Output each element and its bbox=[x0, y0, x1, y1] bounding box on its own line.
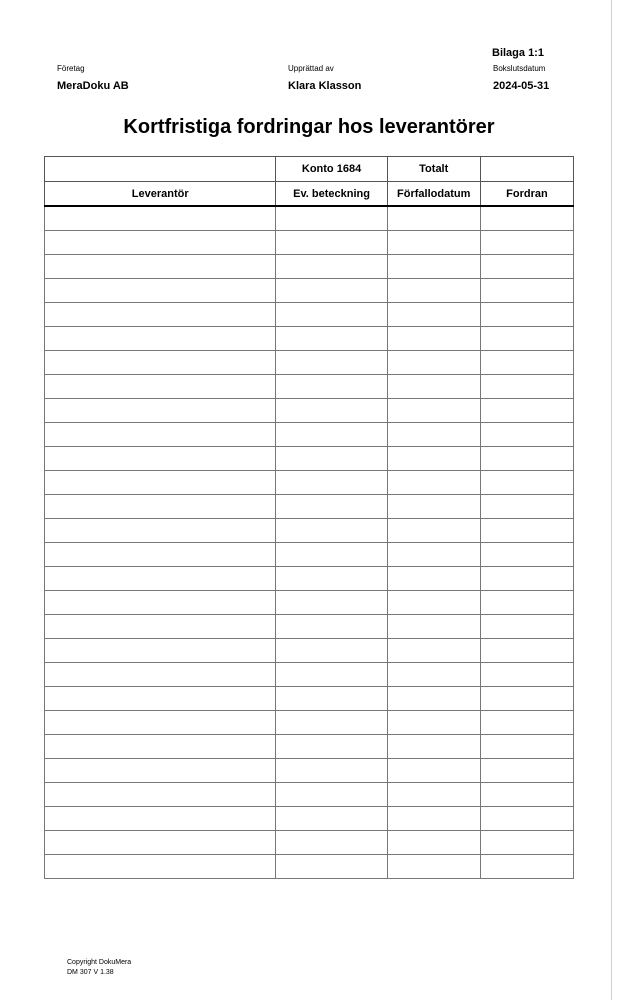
designation-cell[interactable] bbox=[276, 375, 387, 399]
column-header-due-date: Förfallodatum bbox=[387, 182, 480, 207]
designation-cell[interactable] bbox=[276, 615, 387, 639]
supplier-cell[interactable] bbox=[45, 303, 276, 327]
receivable-cell[interactable] bbox=[480, 639, 573, 663]
designation-cell[interactable] bbox=[276, 759, 387, 783]
receivable-cell[interactable] bbox=[480, 279, 573, 303]
receivable-cell[interactable] bbox=[480, 519, 573, 543]
table-row bbox=[45, 711, 574, 735]
table-row bbox=[45, 735, 574, 759]
receivable-cell[interactable] bbox=[480, 351, 573, 375]
due-date-cell[interactable] bbox=[387, 303, 480, 327]
table-row bbox=[45, 855, 574, 879]
receivable-cell[interactable] bbox=[480, 735, 573, 759]
account-label: Konto 1684 bbox=[276, 157, 387, 182]
due-date-cell[interactable] bbox=[387, 543, 480, 567]
receivable-cell[interactable] bbox=[480, 399, 573, 423]
due-date-cell[interactable] bbox=[387, 206, 480, 231]
column-header-designation: Ev. beteckning bbox=[276, 182, 387, 207]
receivable-cell[interactable] bbox=[480, 855, 573, 879]
designation-cell[interactable] bbox=[276, 471, 387, 495]
due-date-cell[interactable] bbox=[387, 447, 480, 471]
table-row bbox=[45, 639, 574, 663]
summary-blank-cell bbox=[45, 157, 276, 182]
table-row bbox=[45, 471, 574, 495]
receivable-cell[interactable] bbox=[480, 783, 573, 807]
supplier-cell[interactable] bbox=[45, 543, 276, 567]
due-date-cell[interactable] bbox=[387, 399, 480, 423]
designation-cell[interactable] bbox=[276, 639, 387, 663]
supplier-cell[interactable] bbox=[45, 807, 276, 831]
table-row bbox=[45, 543, 574, 567]
table-row bbox=[45, 567, 574, 591]
designation-cell[interactable] bbox=[276, 711, 387, 735]
due-date-cell[interactable] bbox=[387, 327, 480, 351]
table-row bbox=[45, 615, 574, 639]
table-row bbox=[45, 495, 574, 519]
prepared-by-label: Upprättad av bbox=[288, 64, 334, 73]
due-date-cell[interactable] bbox=[387, 279, 480, 303]
due-date-cell[interactable] bbox=[387, 519, 480, 543]
prepared-by-value: Klara Klasson bbox=[288, 80, 362, 92]
supplier-cell[interactable] bbox=[45, 375, 276, 399]
receivables-table bbox=[44, 156, 574, 879]
receivable-cell[interactable] bbox=[480, 495, 573, 519]
receivable-cell[interactable] bbox=[480, 327, 573, 351]
due-date-cell[interactable] bbox=[387, 495, 480, 519]
receivable-cell[interactable] bbox=[480, 663, 573, 687]
table-row bbox=[45, 327, 574, 351]
document-title: Kortfristiga fordringar hos leverantörer bbox=[123, 116, 495, 138]
designation-cell[interactable] bbox=[276, 591, 387, 615]
designation-cell[interactable] bbox=[276, 351, 387, 375]
due-date-cell[interactable] bbox=[387, 471, 480, 495]
closing-date-label: Bokslutsdatum bbox=[493, 64, 546, 73]
designation-cell[interactable] bbox=[276, 447, 387, 471]
supplier-cell[interactable] bbox=[45, 471, 276, 495]
table-row bbox=[45, 206, 574, 231]
version-text: DM 307 V 1.38 bbox=[67, 969, 114, 976]
designation-cell[interactable] bbox=[276, 231, 387, 255]
supplier-cell[interactable] bbox=[45, 519, 276, 543]
due-date-cell[interactable] bbox=[387, 711, 480, 735]
receivable-cell[interactable] bbox=[480, 471, 573, 495]
table-row bbox=[45, 591, 574, 615]
supplier-cell[interactable] bbox=[45, 279, 276, 303]
supplier-cell[interactable] bbox=[45, 495, 276, 519]
supplier-cell[interactable] bbox=[45, 206, 276, 231]
due-date-cell[interactable] bbox=[387, 831, 480, 855]
due-date-cell[interactable] bbox=[387, 351, 480, 375]
supplier-cell[interactable] bbox=[45, 351, 276, 375]
designation-cell[interactable] bbox=[276, 206, 387, 231]
designation-cell[interactable] bbox=[276, 327, 387, 351]
table-row bbox=[45, 375, 574, 399]
receivable-cell[interactable] bbox=[480, 423, 573, 447]
due-date-cell[interactable] bbox=[387, 615, 480, 639]
due-date-cell[interactable] bbox=[387, 567, 480, 591]
receivable-cell[interactable] bbox=[480, 375, 573, 399]
column-header-supplier: Leverantör bbox=[45, 182, 276, 207]
column-header-receivable: Fordran bbox=[480, 182, 573, 207]
appendix-label: Bilaga 1:1 bbox=[492, 47, 544, 59]
receivable-cell[interactable] bbox=[480, 303, 573, 327]
table-row bbox=[45, 279, 574, 303]
due-date-cell[interactable] bbox=[387, 423, 480, 447]
due-date-cell[interactable] bbox=[387, 807, 480, 831]
receivable-cell[interactable] bbox=[480, 255, 573, 279]
designation-cell[interactable] bbox=[276, 831, 387, 855]
designation-cell[interactable] bbox=[276, 423, 387, 447]
designation-cell[interactable] bbox=[276, 735, 387, 759]
supplier-cell[interactable] bbox=[45, 663, 276, 687]
designation-cell[interactable] bbox=[276, 663, 387, 687]
receivable-cell[interactable] bbox=[480, 447, 573, 471]
supplier-cell[interactable] bbox=[45, 567, 276, 591]
receivable-cell[interactable] bbox=[480, 567, 573, 591]
supplier-cell[interactable] bbox=[45, 759, 276, 783]
designation-cell[interactable] bbox=[276, 279, 387, 303]
designation-cell[interactable] bbox=[276, 567, 387, 591]
receivable-cell[interactable] bbox=[480, 759, 573, 783]
designation-cell[interactable] bbox=[276, 303, 387, 327]
due-date-cell[interactable] bbox=[387, 663, 480, 687]
table-row bbox=[45, 519, 574, 543]
supplier-cell[interactable] bbox=[45, 855, 276, 879]
page-edge bbox=[611, 0, 612, 1000]
receivable-cell[interactable] bbox=[480, 615, 573, 639]
supplier-cell[interactable] bbox=[45, 255, 276, 279]
closing-date-value: 2024-05-31 bbox=[493, 80, 550, 92]
table-row bbox=[45, 831, 574, 855]
receivable-cell[interactable] bbox=[480, 206, 573, 231]
total-label: Totalt bbox=[387, 157, 480, 182]
table-row bbox=[45, 423, 574, 447]
table-body bbox=[45, 206, 574, 879]
receivable-cell[interactable] bbox=[480, 831, 573, 855]
supplier-cell[interactable] bbox=[45, 711, 276, 735]
table-row bbox=[45, 807, 574, 831]
supplier-cell[interactable] bbox=[45, 687, 276, 711]
table-row bbox=[45, 255, 574, 279]
due-date-cell[interactable] bbox=[387, 855, 480, 879]
due-date-cell[interactable] bbox=[387, 375, 480, 399]
table-summary-row bbox=[45, 157, 574, 182]
table-row bbox=[45, 399, 574, 423]
supplier-cell[interactable] bbox=[45, 615, 276, 639]
due-date-cell[interactable] bbox=[387, 735, 480, 759]
supplier-cell[interactable] bbox=[45, 639, 276, 663]
supplier-cell[interactable] bbox=[45, 735, 276, 759]
supplier-cell[interactable] bbox=[45, 783, 276, 807]
due-date-cell[interactable] bbox=[387, 759, 480, 783]
designation-cell[interactable] bbox=[276, 783, 387, 807]
supplier-cell[interactable] bbox=[45, 327, 276, 351]
receivable-cell[interactable] bbox=[480, 711, 573, 735]
designation-cell[interactable] bbox=[276, 495, 387, 519]
due-date-cell[interactable] bbox=[387, 783, 480, 807]
designation-cell[interactable] bbox=[276, 399, 387, 423]
supplier-cell[interactable] bbox=[45, 423, 276, 447]
copyright-text: Copyright DokuMera bbox=[67, 959, 132, 966]
designation-cell[interactable] bbox=[276, 687, 387, 711]
due-date-cell[interactable] bbox=[387, 687, 480, 711]
designation-cell[interactable] bbox=[276, 855, 387, 879]
table-row bbox=[45, 303, 574, 327]
supplier-cell[interactable] bbox=[45, 831, 276, 855]
due-date-cell[interactable] bbox=[387, 639, 480, 663]
table-row bbox=[45, 759, 574, 783]
table-row bbox=[45, 447, 574, 471]
total-value-cell[interactable] bbox=[480, 157, 573, 182]
company-label: Företag bbox=[57, 64, 85, 73]
due-date-cell[interactable] bbox=[387, 591, 480, 615]
due-date-cell[interactable] bbox=[387, 255, 480, 279]
receivable-cell[interactable] bbox=[480, 807, 573, 831]
table-row bbox=[45, 663, 574, 687]
receivable-cell[interactable] bbox=[480, 543, 573, 567]
table-header-row bbox=[45, 182, 574, 207]
supplier-cell[interactable] bbox=[45, 231, 276, 255]
due-date-cell[interactable] bbox=[387, 231, 480, 255]
receivable-cell[interactable] bbox=[480, 231, 573, 255]
designation-cell[interactable] bbox=[276, 807, 387, 831]
receivable-cell[interactable] bbox=[480, 591, 573, 615]
designation-cell[interactable] bbox=[276, 519, 387, 543]
supplier-cell[interactable] bbox=[45, 447, 276, 471]
table-row bbox=[45, 231, 574, 255]
company-value: MeraDoku AB bbox=[57, 80, 129, 92]
table-row bbox=[45, 351, 574, 375]
receivable-cell[interactable] bbox=[480, 687, 573, 711]
designation-cell[interactable] bbox=[276, 543, 387, 567]
table-row bbox=[45, 687, 574, 711]
supplier-cell[interactable] bbox=[45, 591, 276, 615]
supplier-cell[interactable] bbox=[45, 399, 276, 423]
designation-cell[interactable] bbox=[276, 255, 387, 279]
table-row bbox=[45, 783, 574, 807]
